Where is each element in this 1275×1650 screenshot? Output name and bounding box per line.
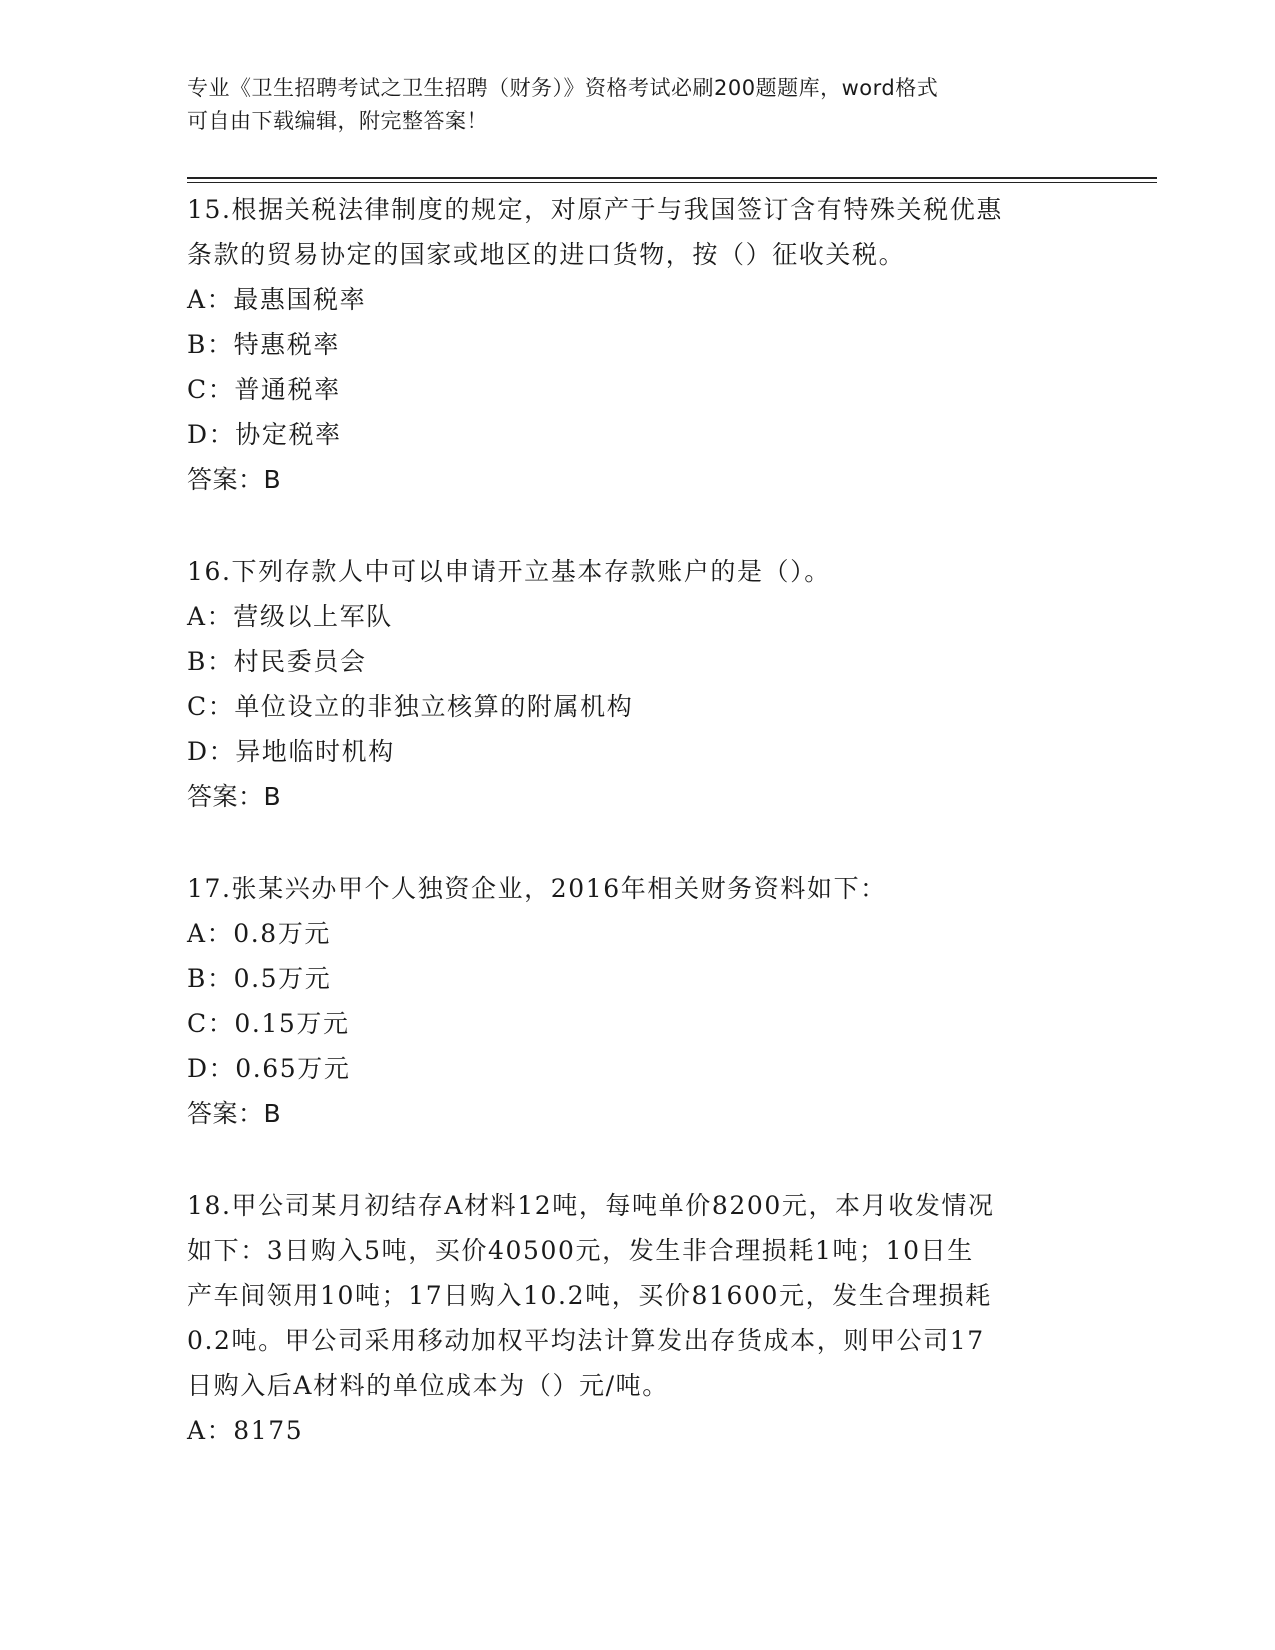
question-text: 产车间领用10吨；17日购入10.2吨，买价81600元，发生合理损耗 [187, 1281, 992, 1310]
question-17 [187, 866, 1087, 1136]
question-18 [187, 1183, 1087, 1453]
question-16 [187, 549, 1087, 819]
question-text: 条款的贸易协定的国家或地区的进口货物，按（）征收关税。 [187, 240, 906, 269]
answer-line: 答案：B [187, 1099, 282, 1128]
question-spacer [187, 819, 1087, 866]
header-line-1: 专业《卫生招聘考试之卫生招聘（财务）》资格考试必刷200题题库，word格式 [187, 76, 939, 100]
question-text: 18.甲公司某月初结存A材料12吨，每吨单价8200元，本月收发情况 [187, 1191, 995, 1220]
option-d: D：0.65万元 [187, 1054, 351, 1083]
question-15 [187, 187, 1087, 502]
option-b: B：0.5万元 [187, 964, 332, 993]
question-list [187, 187, 1087, 1453]
option-a: A：8175 [187, 1416, 304, 1445]
answer-line: 答案：B [187, 465, 282, 494]
option-a: A：营级以上军队 [187, 602, 393, 631]
option-c: C：0.15万元 [187, 1009, 350, 1038]
answer-line: 答案：B [187, 782, 282, 811]
question-text: 如下：3日购入5吨，买价40500元，发生非合理损耗1吨；10日生 [187, 1236, 974, 1265]
option-c: C：普通税率 [187, 375, 341, 404]
option-d: D：协定税率 [187, 420, 342, 449]
option-c: C：单位设立的非独立核算的附属机构 [187, 692, 634, 721]
question-text: 17.张某兴办甲个人独资企业，2016年相关财务资料如下： [187, 874, 887, 903]
question-spacer [187, 1136, 1087, 1183]
option-b: B：村民委员会 [187, 647, 367, 676]
question-text: 日购入后A材料的单位成本为（）元/吨。 [187, 1371, 669, 1400]
header-divider-thin [187, 182, 1157, 183]
question-text: 15.根据关税法律制度的规定，对原产于与我国签订含有特殊关税优惠 [187, 195, 1003, 224]
option-a: A：0.8万元 [187, 919, 332, 948]
question-text: 16.下列存款人中可以申请开立基本存款账户的是（）。 [187, 557, 831, 586]
document-header [187, 72, 1087, 138]
header-line-2: 可自由下载编辑，附完整答案！ [187, 109, 488, 133]
option-a: A：最惠国税率 [187, 285, 367, 314]
option-b: B：特惠税率 [187, 330, 340, 359]
question-text: 0.2吨。甲公司采用移动加权平均法计算发出存货成本，则甲公司17 [187, 1326, 985, 1355]
option-d: D：异地临时机构 [187, 737, 395, 766]
header-divider-thick [187, 177, 1157, 179]
question-spacer [187, 502, 1087, 549]
